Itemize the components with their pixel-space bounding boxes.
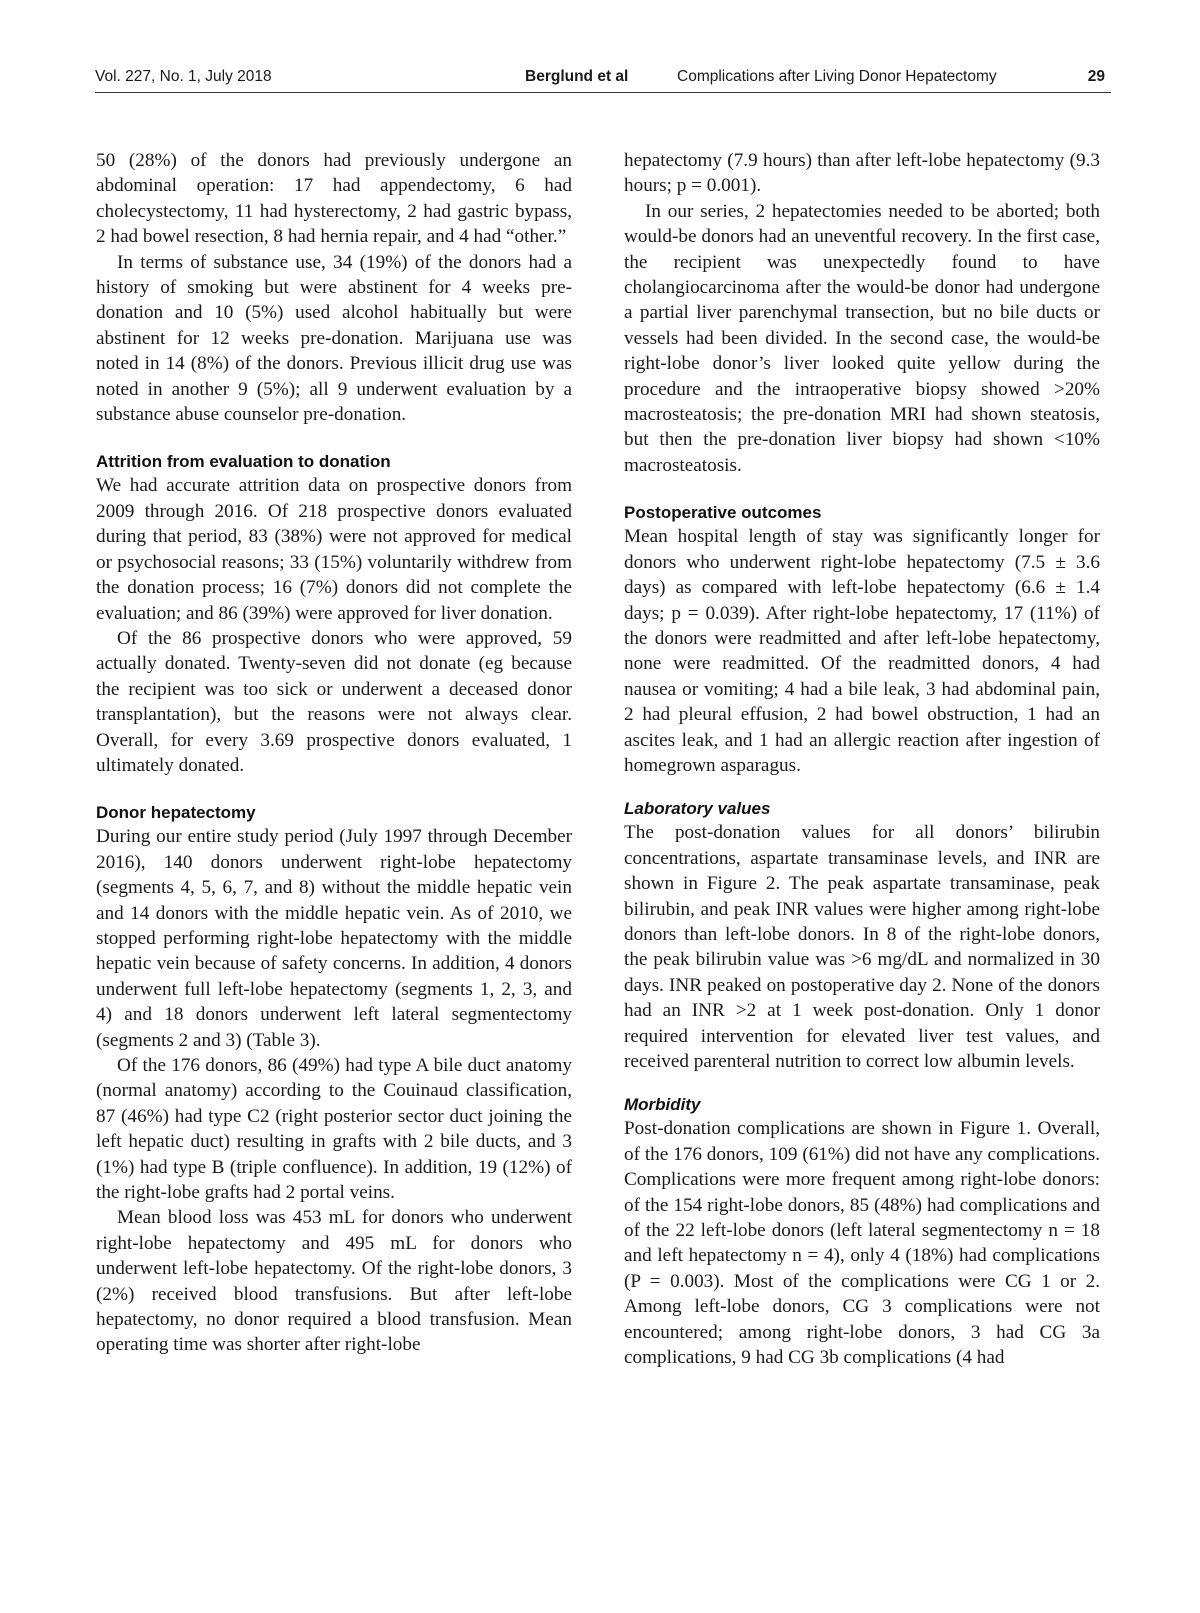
paragraph: During our entire study period (July 1997 through December 2016), 140 donors underwent right-lobe hepatectomy (segments 4, 5, 6, 7, and 8) without the middle hepatic vein and 14 donors with the middle hepatic vein. As of 2010, we stopped performing right-lobe hepatectomy with the middle hepatic vein because of safety concerns. In addition, 4 donors underwent full left-lobe hepatectomy (segments 1, 2, 3, and 4) and 18 donors underwent left lateral segmentectomy (segments 2 and 3) (Table 3). [96, 826, 572, 1051]
journal-volume: Vol. 227, No. 1, July 2018 [95, 68, 272, 85]
paragraph: Mean blood loss was 453 mL for donors who underwent right-lobe hepatectomy and 495 mL for donors who underwent left-lobe hepatectomy. Of the right-lobe donors, 3 (2%) received blood transfusions. But after left-lobe hepatectomy, no donor required a blood transfusion. Mean operating time was shorter after right-lobe [96, 1207, 572, 1356]
section-heading-donor-hepatectomy: Donor hepatectomy [96, 803, 256, 823]
paragraph: In our series, 2 hepatectomies needed to be aborted; both would-be donors had an uneventful recovery. In the first case, the recipient was unexpectedly found to have cholangiocarcinoma after the would-be donor had undergone a partial liver parenchymal transection, but no bile ducts or vessels had been divided. In the second case, the would-be right-lobe donor’s liver looked quite yellow during the procedure and the intraoperative biopsy showed >20% macrosteatosis; the pre-donation MRI had shown steatosis, but then the pre-donation liver biopsy had shown <10% macrosteatosis. [624, 200, 1100, 476]
running-title: Complications after Living Donor Hepatectomy [677, 68, 997, 85]
right-column [624, 148, 1100, 1370]
paragraph: In terms of substance use, 34 (19%) of the donors had a history of smoking but were abstinent for 4 weeks pre-donation and 10 (5%) used alcohol habitually but were abstinent for 12 weeks pre-donation. Marijuana use was noted in 14 (8%) of the donors. Previous illicit drug use was noted in another 9 (5%); all 9 underwent evaluation by a substance abuse counselor pre-donation. [96, 251, 572, 426]
paragraph: Post-donation complications are shown in Figure 1. Overall, of the 176 donors, 109 (61%) did not have any complications. Complications were more frequent among right-lobe donors: of the 154 right-lobe donors, 85 (48%) had complications and of the 22 left-lobe donors (left lateral segmentectomy n = 18 and left hepatectomy n = 4), only 4 (18%) had complications (P = 0.003). Most of the complications were CG 1 or 2. Among left-lobe donors, CG 3 complications were not encountered; among right-lobe donors, 3 had CG 3a complications, 9 had CG 3b complications (4 had [624, 1118, 1100, 1369]
subsection-heading-morbidity: Morbidity [624, 1095, 701, 1115]
page-number: 29 [1087, 68, 1105, 85]
paragraph: We had accurate attrition data on prospective donors from 2009 through 2016. Of 218 prospective donors evaluated during that period, 83 (38%) were not approved for medical or psychosocial reasons; 33 (15%) voluntarily withdrew from the donation process; 16 (7%) donors did not complete the evaluation; and 86 (39%) were approved for liver donation. [96, 475, 572, 624]
left-column [96, 148, 572, 1358]
paragraph: The post-donation values for all donors’ bilirubin concentrations, aspartate transaminase levels, and INR are shown in Figure 2. The peak aspartate transaminase, peak bilirubin, and peak INR values were higher among right-lobe donors than left-lobe donors. In 8 of the right-lobe donors, the peak bilirubin value was >6 mg/dL and normalized in 30 days. INR peaked on postoperative day 2. None of the donors had an INR >2 at 1 week post-donation. Only 1 donor required intervention for elevated liver test values, and received parenteral nutrition to correct low albumin levels. [624, 822, 1100, 1072]
running-authors: Berglund et al [525, 68, 629, 85]
section-heading-postoperative: Postoperative outcomes [624, 503, 822, 523]
paragraph: Of the 176 donors, 86 (49%) had type A bile duct anatomy (normal anatomy) according to the Couinaud classification, 87 (46%) had type C2 (right posterior sector duct joining the left hepatic duct) resulting in grafts with 2 bile ducts, and 3 (1%) had type B (triple confluence). In addition, 19 (12%) of the right-lobe grafts had 2 portal veins. [96, 1055, 572, 1204]
running-header [95, 66, 1111, 93]
section-heading-attrition: Attrition from evaluation to donation [96, 452, 391, 472]
paragraph: 50 (28%) of the donors had previously undergone an abdominal operation: 17 had appendectomy, 6 had cholecystectomy, 11 had hysterectomy, 2 had gastric bypass, 2 had bowel resection, 8 had hernia repair, and 4 had “other.” [96, 150, 572, 248]
paragraph: hepatectomy (7.9 hours) than after left-lobe hepatectomy (9.3 hours; p = 0.001). [624, 150, 1100, 197]
subsection-heading-laboratory: Laboratory values [624, 799, 771, 819]
paragraph: Mean hospital length of stay was significantly longer for donors who underwent right-lobe hepatectomy (7.5 ± 3.6 days) as compared with left-lobe hepatectomy (6.6 ± 1.4 days; p = 0.039). After right-lobe hepatectomy, 17 (11%) of the donors were readmitted and after left-lobe hepatectomy, none were readmitted. Of the readmitted donors, 4 had nausea or vomiting; 4 had a bile leak, 3 had abdominal pain, 2 had pleural effusion, 2 had bowel obstruction, 1 had an ascites leak, and 1 had an allergic reaction after ingestion of homegrown asparagus. [624, 526, 1100, 776]
paragraph: Of the 86 prospective donors who were approved, 59 actually donated. Twenty-seven did not donate (eg because the recipient was too sick or underwent a deceased donor transplantation), but the reasons were not always clear. Overall, for every 3.69 prospective donors evaluated, 1 ultimately donated. [96, 627, 572, 776]
